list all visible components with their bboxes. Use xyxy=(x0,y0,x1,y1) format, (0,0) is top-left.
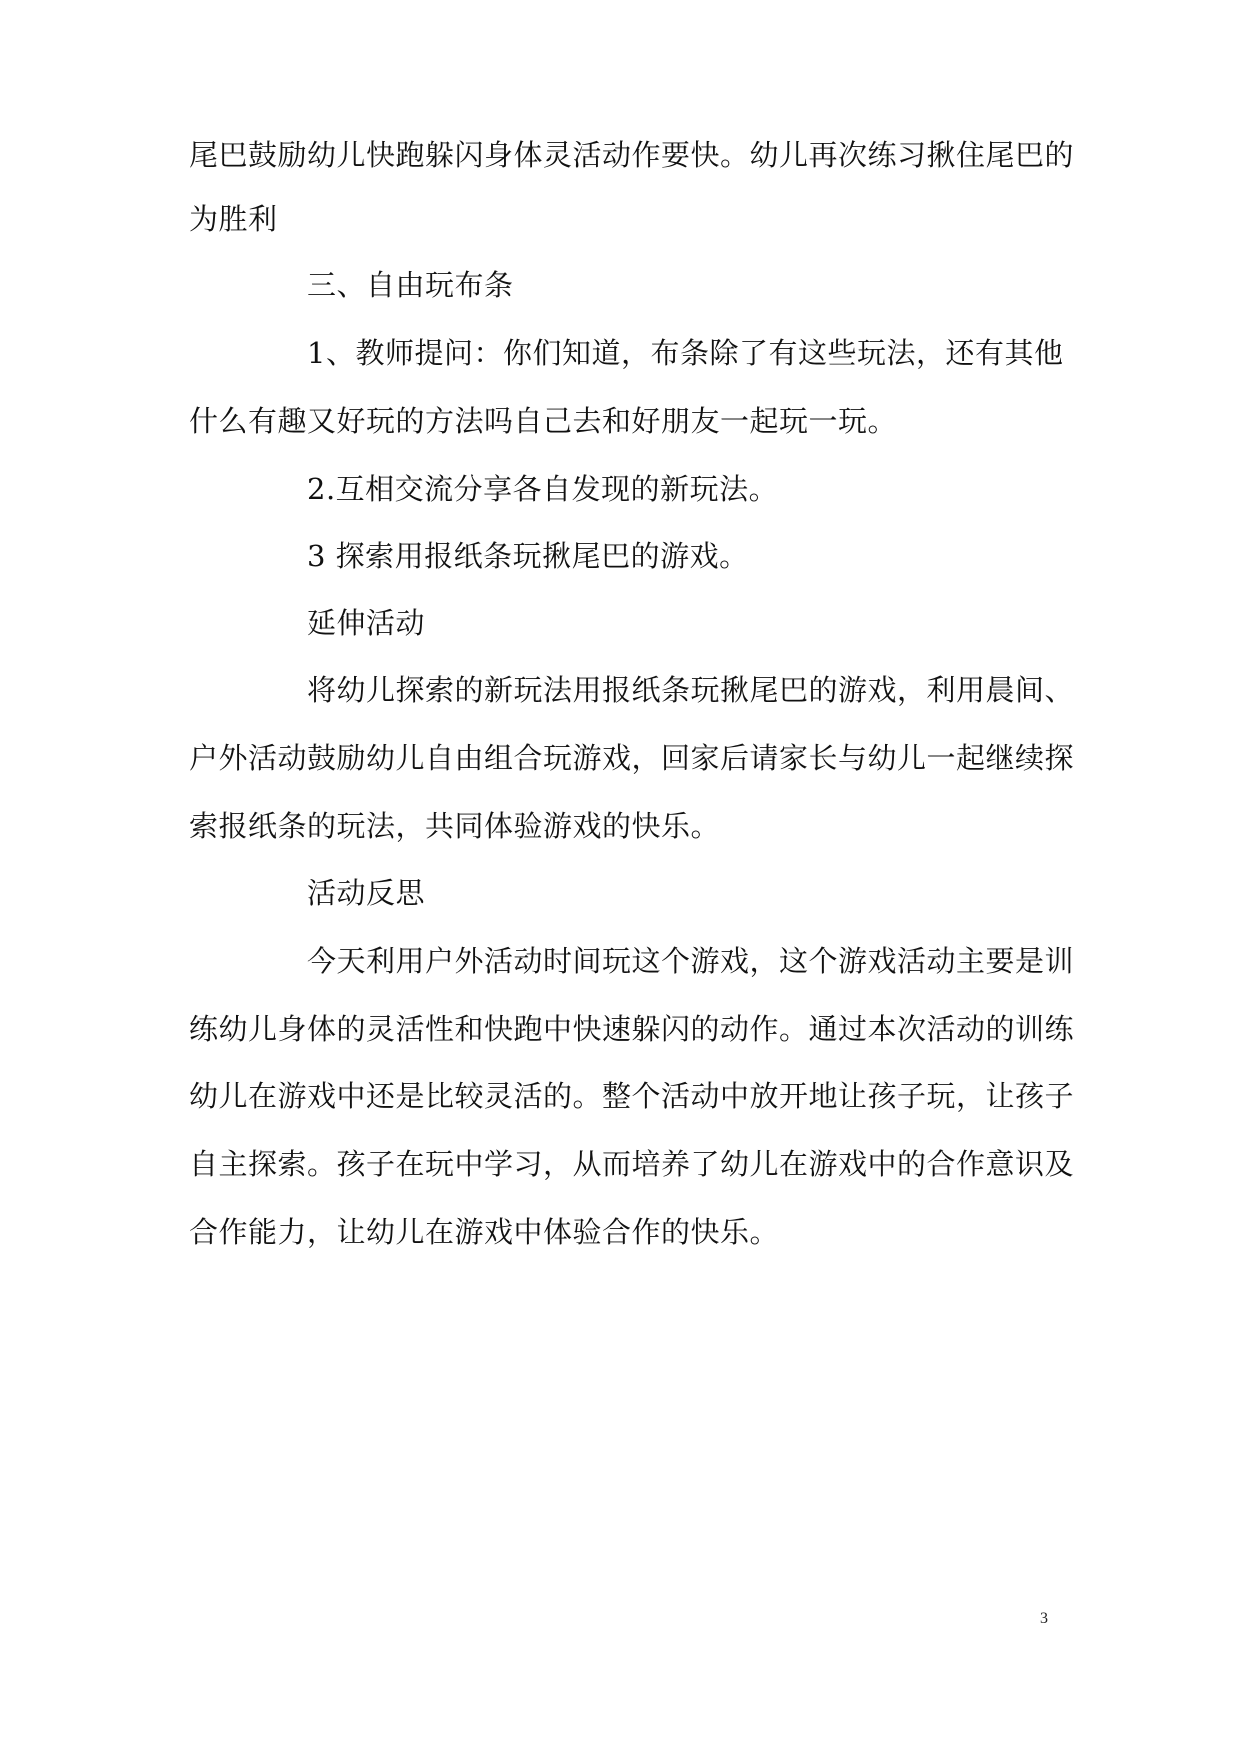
text-line: 幼儿在游戏中还是比较灵活的。整个活动中放开地让孩子玩，让孩子 xyxy=(189,1079,1075,1113)
section-heading: 延伸活动 xyxy=(307,606,426,640)
text-line: 练幼儿身体的灵活性和快跑中快速躲闪的动作。通过本次活动的训练 xyxy=(189,1012,1075,1046)
section-heading: 活动反思 xyxy=(307,876,426,910)
text-line: 尾巴鼓励幼儿快跑躲闪身体灵活动作要快。幼儿再次练习揪住尾巴的 xyxy=(189,138,1075,172)
text-line: 将幼儿探索的新玩法用报纸条玩揪尾巴的游戏，利用晨间、 xyxy=(307,673,1075,707)
text-line: 合作能力，让幼儿在游戏中体验合作的快乐。 xyxy=(189,1215,780,1249)
text-line: 什么有趣又好玩的方法吗自己去和好朋友一起玩一玩。 xyxy=(189,404,898,438)
text-line: 今天利用户外活动时间玩这个游戏，这个游戏活动主要是训 xyxy=(307,944,1075,978)
text-line: 1、教师提问：你们知道，布条除了有这些玩法，还有其他 xyxy=(307,336,1064,370)
text-line: 为胜利 xyxy=(189,202,278,236)
section-heading: 三、自由玩布条 xyxy=(307,268,514,302)
page-number: 3 xyxy=(1040,1610,1048,1627)
text-line: 户外活动鼓励幼儿自由组合玩游戏，回家后请家长与幼儿一起继续探 xyxy=(189,741,1075,775)
text-line: 索报纸条的玩法，共同体验游戏的快乐。 xyxy=(189,809,721,843)
text-line: 自主探索。孩子在玩中学习，从而培养了幼儿在游戏中的合作意识及 xyxy=(189,1147,1075,1181)
text-line: 3 探索用报纸条玩揪尾巴的游戏。 xyxy=(307,539,749,573)
text-line: 2.互相交流分享各自发现的新玩法。 xyxy=(307,472,779,506)
